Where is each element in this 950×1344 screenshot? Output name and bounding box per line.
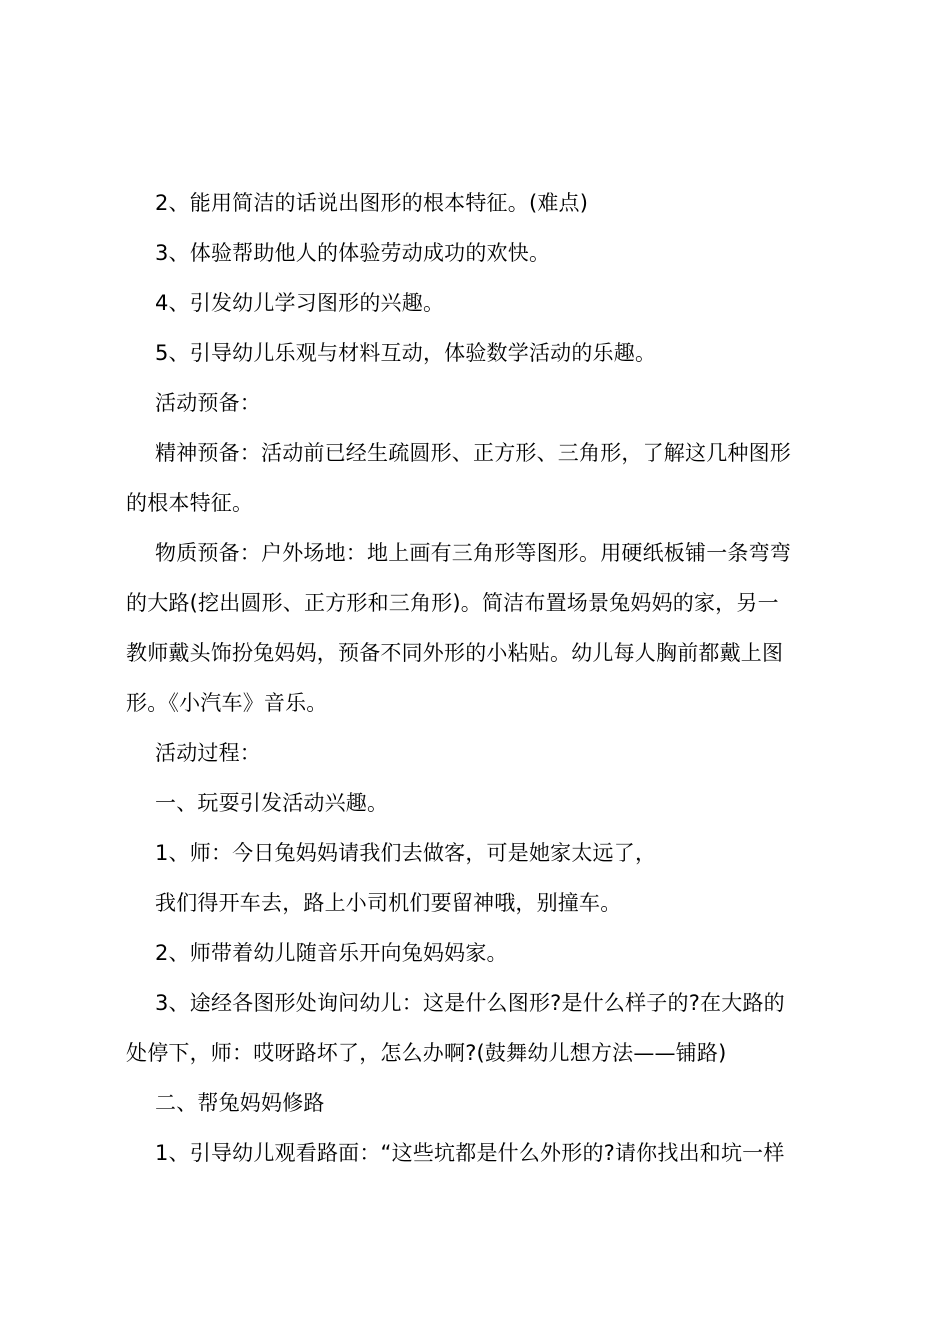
paragraph-material-preparation-cont-3: 形。《小汽车》音乐。: [126, 691, 328, 715]
step-1-2: 2、师带着幼儿随音乐开向兔妈妈家。: [155, 941, 508, 965]
paragraph-material-preparation: 物质预备：户外场地：地上画有三角形等图形。用硬纸板铺一条弯弯: [155, 541, 791, 565]
objective-5: 5、引导幼儿乐观与材料互动，体验数学活动的乐趣。: [155, 341, 657, 365]
step-2-1: 1、引导幼儿观看路面：“这些坑都是什么外形的?请你找出和坑一样: [155, 1141, 785, 1165]
section-heading-preparation: 活动预备：: [155, 391, 261, 415]
paragraph-material-preparation-cont-2: 教师戴头饰扮兔妈妈，预备不同外形的小粘贴。幼儿每人胸前都戴上图: [126, 641, 784, 665]
section-heading-process: 活动过程：: [155, 741, 261, 765]
objective-4: 4、引发幼儿学习图形的兴趣。: [155, 291, 445, 315]
objective-2: 2、能用简洁的话说出图形的根本特征。(难点): [155, 191, 589, 215]
step-1-1: 1、师：今日兔妈妈请我们去做客，可是她家太远了，: [155, 841, 657, 865]
step-1-3-cont: 处停下，师：哎呀路坏了，怎么办啊?(鼓舞幼儿想方法——铺路): [126, 1041, 727, 1065]
objective-3: 3、体验帮助他人的体验劳动成功的欢快。: [155, 241, 551, 265]
step-heading-2: 二、帮兔妈妈修路: [155, 1091, 325, 1115]
step-1-1-cont: 我们得开车去，路上小司机们要留神哦，别撞车。: [155, 891, 622, 915]
paragraph-mental-preparation: 精神预备：活动前已经生疏圆形、正方形、三角形，了解这几种图形: [155, 441, 791, 465]
paragraph-material-preparation-cont-1: 的大路(挖出圆形、正方形和三角形)。简洁布置场景兔妈妈的家，另一: [126, 591, 779, 615]
step-heading-1: 一、玩耍引发活动兴趣。: [155, 791, 389, 815]
step-1-3: 3、途经各图形处询问幼儿：这是什么图形?是什么样子的?在大路的: [155, 991, 785, 1015]
paragraph-mental-preparation-cont: 的根本特征。: [126, 491, 254, 515]
